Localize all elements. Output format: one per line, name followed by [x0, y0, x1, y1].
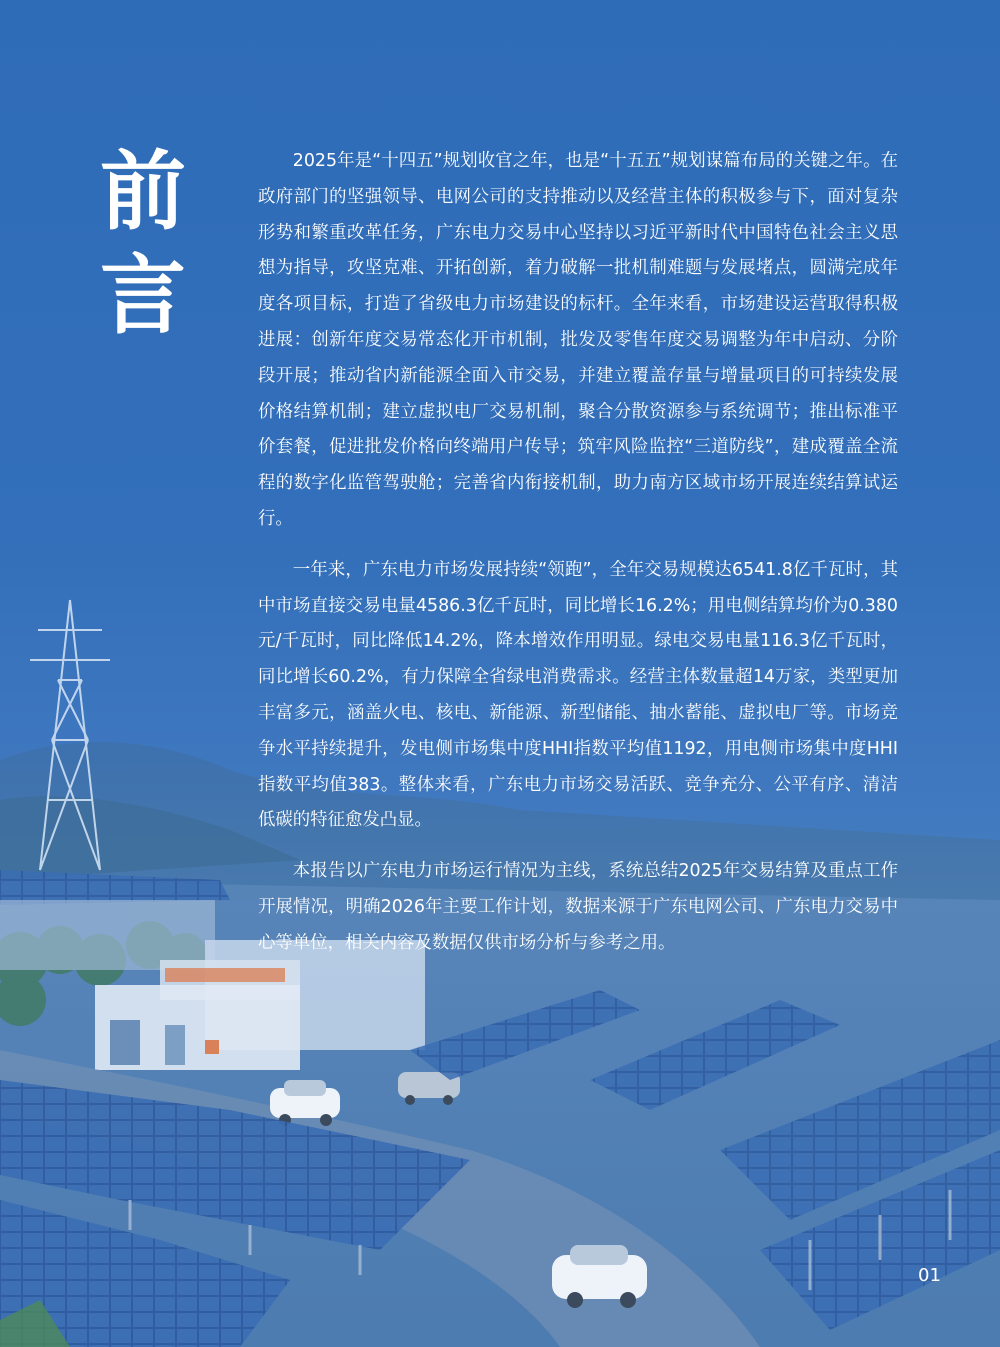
paragraph-2: 一年来，广东电力市场发展持续“领跑”，全年交易规模达6541.8亿千瓦时，其中市场直接交易电量4586.3亿千瓦时，同比增长16.2%；用电侧结算均价为0.380元/千瓦时，同比降低14.2%，降本增效作用明显。绿电交易电量116.3亿千瓦时，同比增长60.2%，有力保障全省绿电消费需求。经营主体数量超14万家，类型更加丰富多元，涵盖火电、核电、新能源、新型储能、抽水蓄能、虚拟电厂等。市场竞争水平持续提升，发电侧市场集中度HHI指数平均值1192，用电侧市场集中度HHI指数平均值383。整体来看，广东电力市场交易活跃、竞争充分、公平有序、清洁低碳的特征愈发凸显。: [258, 559, 898, 831]
paragraph-1: 2025年是“十四五”规划收官之年，也是“十五五”规划谋篇布局的关键之年。在政府部门的坚强领导、电网公司的支持推动以及经营主体的积极参与下，面对复杂形势和繁重改革任务，广东电力交易中心坚持以习近平新时代中国特色社会主义思想为指导，攻坚克难、开拓创新，着力破解一批机制难题与发展堵点，圆满完成年度各项目标，打造了省级电力市场建设的标杆。全年来看，市场建设运营取得积极进展：创新年度交易常态化开市机制，批发及零售年度交易调整为年中启动、分阶段开展；推动省内新能源全面入市交易，并建立覆盖存量与增量项目的可持续发展价格结算机制；建立虚拟电厂交易机制，聚合分散资源参与系统调节；推出标准平价套餐，促进批发价格向终端用户传导；筑牢风险监控“三道防线”，建成覆盖全流程的数字化监管驾驶舱；完善省内衔接机制，助力南方区域市场开展连续结算试运行。: [258, 151, 898, 529]
preface-body: [258, 144, 898, 977]
paragraph-3: 本报告以广东电力市场运行情况为主线，系统总结2025年交易结算及重点工作开展情况，明确2026年主要工作计划，数据来源于广东电网公司、广东电力交易中心等单位，相关内容及数据仅供市场分析与参考之用。: [258, 861, 898, 953]
heading-char-1: 前: [100, 142, 186, 242]
page-number: 01: [918, 1265, 941, 1286]
page-heading: [100, 140, 190, 348]
heading-char-2: 言: [100, 246, 186, 346]
